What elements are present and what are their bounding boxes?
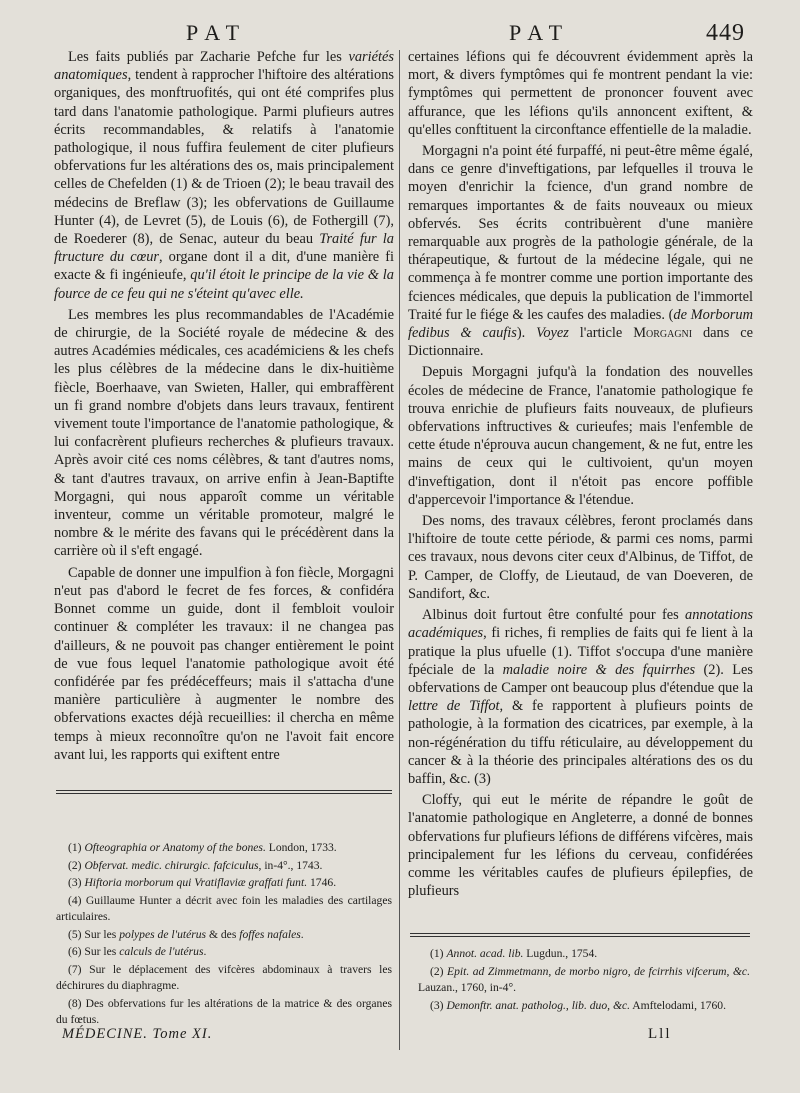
footnote: (4) Guillaume Hunter a décrit avec foin les maladies des cartilages articulaires. (56, 893, 392, 923)
column-divider (399, 50, 400, 1050)
volume-signature: MÉDECINE. Tome XI. (62, 1026, 213, 1042)
left-paragraph-1: Les faits publiés par Zacharie Pefche fur les variétés anatomiques, tendent à rapprocher l'hiftoire des altérations organiques, des monftruofités, qui ont été comprifes plus tard dans l'anatomie pathologique. Parmi plufieurs autres écrits recommandables, & relatifs à l'anatomie pathologique, il nous fuffira feulement de citer plufieurs obfervations fur les altérations des os, mais principalement celles de Chefelden (1) & de Trioen (2); le beau travail des médecins de Breflaw (3); les obfervations de Guillaume Hunter (4), de Levret (5), de Louis (6), de Fothergill (7), de Roederer (8), de Senac, auteur du beau Traité fur la ftructure du cœur, organe dont il a dit, d'une manière fi exacte & fi ingénieufe, qu'il étoit le principe de la vie & la fource de ce feu qui ne s'éteint qu'avec elle. (54, 49, 394, 302)
header-right-title: PAT (509, 20, 571, 45)
left-paragraph-2: Les membres les plus recommandables de l'Académie de chirurgie, de la Société royale de médecine & des autres Académies médicales, ces académiciens & les chefs les plus célèbres de la médecine dans le dix-huitième fiècle, Boerhaave, van Swieten, Haller, qui embraffèrent un fi grand nombre d'objets dans leurs travaux, fentirent vivement toute l'importance de l'anatomie pathologique, & lui confacrèrent plufieurs recherches & plufieurs travaux. Après avoir cité ces noms célèbres, & tant d'autres noms, & tant d'autres travaux, on arrive enfin à Jean-Baptifte Morgagni, qui nous apparoît comme un véritable inventeur, comme un véritable promoteur, malgré le nombre & le mérite des favans qui le précédèrent dans la carrière où il s'eft engagé. (54, 306, 394, 560)
footnote-rule-left-double (56, 793, 392, 794)
right-paragraph-5: Albinus doit furtout être confulté pour fes annotations académiques, fi riches, fi remplies de faits qui fe lient à la pratique la plus ufuelle (1). Tiffot s'occupa d'une manière fpéciale de la maladie noire & des fquirrhes (2). Les obfervations de Camper ont beaucoup plus d'étendue que la lettre de Tiffot, & fe rapportent à plufieurs points de pathologie, à la formation des cicatrices, par exemple, à la non-régénération du tiffu réticulaire, au développement du cancer & à la théorie des principales altérations des os du baffin, &c. (3) (408, 607, 753, 787)
footnote: (5) Sur les polypes de l'utérus & des foffes nafales. (68, 927, 304, 941)
footnote: (2) Epit. ad Zimmetmann, de morbo nigro, de fcirrhis vifcerum, &c. Lauzan., 1760, in-4°. (418, 964, 750, 994)
page-number: 449 (706, 20, 745, 46)
footnotes-right (418, 946, 750, 1015)
right-paragraph-6: Cloffy, qui eut le mérite de répandre le goût de l'anatomie pathologique en Angleterre, a donné de bonnes obfervations fur plufieurs léfions de différens vifcères, mais principalement fur les léfions du cerveau, confidérées comme les véritables caufes de plufieurs épilepfies, de plufieurs (408, 792, 753, 900)
right-column (408, 48, 753, 900)
left-column (54, 48, 394, 764)
right-paragraph-3: Depuis Morgagni jufqu'à la fondation des nouvelles écoles de médecine de France, l'anatomie pathologique fe trouva enrichie de plufieurs faits nouveaux, de plufieurs obfervations inftructives & curieufes; mais l'enfemble de cette étude n'éprouva aucun changement, & ne fut, entre les mains de ceux qui le cultivoient, qu'un moyen d'inveftigation, dont il n'étoit pas encore poffible d'appercevoir l'importance & l'étendue. (408, 364, 753, 508)
footnote: (1) Ofteographia or Anatomy of the bones. London, 1733. (68, 841, 337, 854)
right-paragraph-1: certaines léfions qui fe découvrent évidemment après la mort, & divers fymptômes qui fe montrent pendant la vie: fymptômes qui permettent de prononcer fouvent avec affurance, que les léfions qu'ils annoncent exiftent, & qu'elles conftituent la circonftance effentielle de la maladie. (408, 49, 753, 138)
left-paragraph-3: Capable de donner une impulfion à fon fiècle, Morgagni n'eut pas d'abord le fecret de fes forces, & confidéra Bonnet comme un guide, dont il fembloit vouloir continuer & compléter les travaux: il ne changea pas d'ailleurs, & ne pouvoit pas changer entièrement le point de vue fous lequel l'anatomie pathologique avoit été confidérée par fes prédéceffeurs; mais il s'attacha d'une manière particulière à augmenter le nombre des obfervations exactes déjà recueillies: il chercha en même temps à mieux reconnoître qu'on ne l'avoit fait encore avant lui, les rapports qui exiftent entre (54, 564, 394, 763)
footnotes-left (56, 840, 392, 1030)
footnote: (3) Hiftoria morborum qui Vratiflaviæ graffati funt. 1746. (68, 876, 337, 889)
gathering-mark: Lll (648, 1026, 672, 1042)
footnote-rule-left (56, 790, 392, 791)
footnote: (1) Annot. acad. lib. Lugdun., 1754. (430, 947, 598, 960)
header-left-title: PAT (186, 20, 248, 45)
footnote: (7) Sur le déplacement des vifcères abdominaux à travers les déchirures du diaphragme. (56, 962, 392, 992)
right-paragraph-4: Des noms, des travaux célèbres, feront proclamés dans l'hiftoire de toute cette période, & parmi ces noms, parmi ces travaux, nous devons citer ceux d'Albinus, de Tiffot, de P. Camper, de Cloffy, de Lieutaud, de van Doeveren, de Sandifort, &c. (408, 513, 753, 602)
footnote: (8) Des obfervations fur les altérations de la matrice & des organes du fœtus. (56, 996, 392, 1026)
footnote: (6) Sur les calculs de l'utérus. (68, 945, 207, 958)
footnote-rule-right (410, 933, 750, 934)
footnote-rule-right-double (410, 936, 750, 937)
right-paragraph-2: Morgagni n'a point été furpaffé, ni peut-être même égalé, dans ce genre d'inveftigations, par lefquelles il trouva le moyen d'enrichir la fcience, d'un grand nombre de remarques importantes & de faits nouveaux ou mieux obfervés. Ses écrits contribuèrent d'une manière remarquable aux progrès de la pathologie générale, de la thérapeutique, & furtout de la médecine légale, qui ne commença à fe montrer comme une portion importante des fciences médicales, que depuis la publication de l'immortel Traité fur le fiége & les caufes des maladies. (de Morborum fedibus & caufis). Voyez l'article Morgagni dans ce Dictionnaire. (408, 143, 753, 360)
footnote: (2) Obfervat. medic. chirurgic. fafciculus, in-4°., 1743. (68, 858, 323, 872)
footnote: (3) Demonftr. anat. patholog., lib. duo, &c. Amftelodami, 1760. (430, 998, 726, 1012)
